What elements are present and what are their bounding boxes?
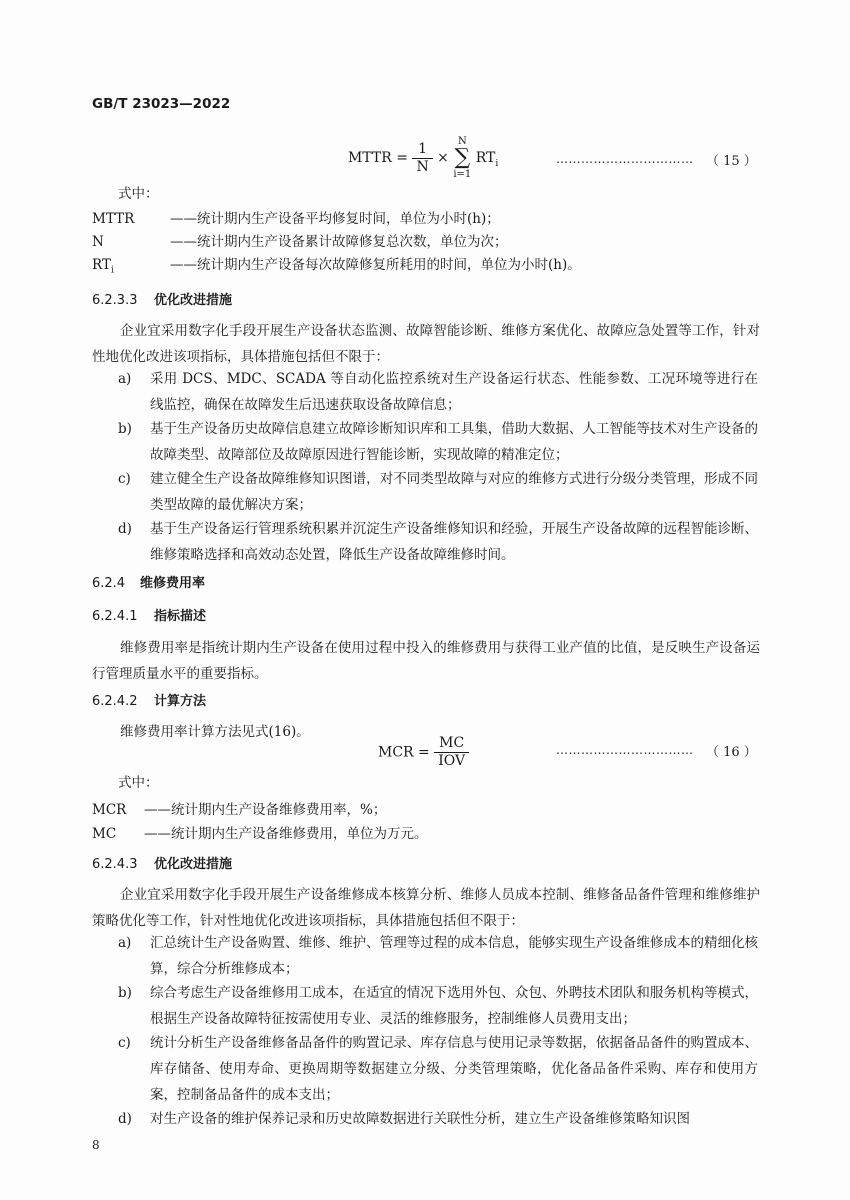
list-item [118,516,758,568]
formula-15-fraction [412,141,432,176]
list-item [118,930,758,982]
formula-15-lhs: MTTR [348,150,392,166]
list-item [118,980,758,1032]
formula-15-times: × [437,150,449,166]
list-item [118,466,758,518]
defs-15-description: ——统计期内生产设备累计故障修复总次数，单位为次； [170,234,508,250]
formula-16-eq: = [418,744,430,761]
formula-15-leader: …………………………… [556,152,694,166]
defs-15-symbol: RT [92,257,111,273]
formula-16 [378,735,469,770]
defs-16-symbol: MC [92,826,117,842]
sigma-icon: ∑ [454,145,471,170]
defs-15-symbol: N [92,234,104,250]
defs-16-intro: 式中： [118,775,159,791]
defs-16-description: ——统计期内生产设备维修费用率，%； [144,802,387,818]
list-marker: a) [118,371,132,387]
list-item [118,1106,758,1132]
defs-15-row-mttr [92,207,500,227]
list-item [118,1030,758,1108]
section-6-2-4-3-paragraph: 企业宜采用数字化手段开展生产设备维修成本核算分析、维修人员成本控制、维修备品备件管理和维修维护策略优化等工作，针对性地优化改进该项指标，具体措施包括但不限于： [92,887,760,929]
section-number: 6.2.4.3 [92,857,138,872]
formula-16-denominator: IOV [438,753,466,769]
list-marker: a) [118,935,132,951]
defs-16-row-mcr [92,798,386,818]
section-number: 6.2.4 [92,576,126,591]
list-marker: c) [118,1035,131,1051]
formula-16-lhs: MCR [378,744,414,761]
defs-15-row-n [92,230,508,250]
section-title: 优化改进措施 [154,293,233,308]
list-item [118,366,758,418]
section-title: 计算方法 [154,694,207,709]
section-title: 指标描述 [154,609,207,624]
list-marker: b) [118,985,132,1001]
defs-15-symbol: MTTR [92,211,135,227]
list-text: 综合考虑生产设备维修用工成本，在适宜的情况下选用外包、众包、外聘技术团队和服务机构等模式，根据生产设备故障特征按需使用专业、灵活的维修服务，控制维修人员费用支出； [150,985,758,1027]
section-6-2-3-3-heading [92,289,232,308]
defs-16-symbol: MCR [92,802,127,818]
list-marker: d) [118,1111,132,1127]
formula-15-number: （ 15 ） [706,154,757,169]
section-title: 优化改进措施 [154,857,233,872]
formula-15-sum-top: N [457,136,467,147]
formula-15-term: RT [475,150,496,166]
defs-16-row-mc [92,822,428,842]
defs-15-description: ——统计期内生产设备平均修复时间，单位为小时(h)； [170,211,500,227]
list-text: 汇总统计生产设备购置、维修、维护、管理等过程的成本信息，能够实现生产设备维修成本的精细化核算，综合分析维修成本； [150,935,758,977]
list-marker: c) [118,471,131,487]
section-6-2-4-2-paragraph: 维修费用率计算方法见式(16)。 [120,724,310,740]
section-6-2-4-2-heading [92,690,206,709]
section-number: 6.2.4.2 [92,694,138,709]
list-item [118,416,758,468]
formula-16-numerator: MC [434,735,469,753]
section-6-2-4-heading [92,572,205,591]
formula-15-denominator: N [416,158,429,175]
defs-15-intro: 式中： [118,186,159,202]
list-text: 采用 DCS、MDC、SCADA 等自动化监控系统对生产设备运行状态、性能参数、工况环境等进行在线监控，确保在故障发生后迅速获取设备故障信息； [150,371,758,413]
list-text: 基于生产设备历史故障信息建立故障诊断知识库和工具集，借助大数据、人工智能等技术对生产设备的故障类型、故障部位及故障原因进行智能诊断，实现故障的精准定位； [150,421,758,463]
section-number: 6.2.3.3 [92,293,138,308]
formula-15-eq: = [396,150,408,166]
formula-16-fraction [434,735,469,770]
list-marker: b) [118,421,132,437]
list-text: 统计分析生产设备维修备品备件的购置记录、库存信息与使用记录等数据，依据备品备件的购置成本、库存储备、使用寿命、更换周期等数据建立分级、分类管理策略，优化备品备件采购、库存和使用方案，控制备品备件的成本支出； [150,1035,758,1103]
formula-15-numerator: 1 [412,141,432,159]
list-marker: d) [118,521,132,537]
formula-15-sum [453,136,471,180]
list-text: 建立健全生产设备故障维修知识图谱，对不同类型故障与对应的维修方式进行分级分类管理，形成不同类型故障的最优解决方案； [150,471,758,513]
section-6-2-4-1-paragraph: 维修费用率是指统计期内生产设备在使用过程中投入的维修费用与获得工业产值的比值，是反映生产设备运行管理质量水平的重要指标。 [92,640,760,682]
list-text: 基于生产设备运行管理系统积累并沉淀生产设备维修知识和经验，开展生产设备故障的远程智能诊断、维修策略选择和高效动态处置，降低生产设备故障维修时间。 [150,521,758,563]
list-text: 对生产设备的维护保养记录和历史故障数据进行关联性分析，建立生产设备维修策略知识图 [150,1111,690,1127]
formula-16-number: （ 16 ） [706,745,757,760]
section-title: 维修费用率 [140,576,206,591]
formula-15-sum-bottom: i=1 [453,169,472,180]
defs-15-description: ——统计期内生产设备每次故障修复所耗用的时间，单位为小时(h)。 [170,257,581,273]
formula-15 [348,136,498,180]
section-6-2-4-3-heading [92,853,232,872]
standard-number: GB/T 23023—2022 [92,96,231,112]
section-number: 6.2.4.1 [92,609,138,624]
defs-16-description: ——统计期内生产设备维修费用，单位为万元。 [144,826,428,842]
section-6-2-3-3-paragraph: 企业宜采用数字化手段开展生产设备状态监测、故障智能诊断、维修方案优化、故障应急处置等工作，针对性地优化改进该项指标，具体措施包括但不限于： [92,323,760,365]
page-number: 8 [92,1138,100,1152]
formula-15-term-sub: i [495,158,499,169]
defs-15-row-rt [92,253,581,276]
section-6-2-4-1-heading [92,605,206,624]
defs-15-symbol-sub: i [110,265,114,276]
formula-16-leader: …………………………… [556,743,694,757]
